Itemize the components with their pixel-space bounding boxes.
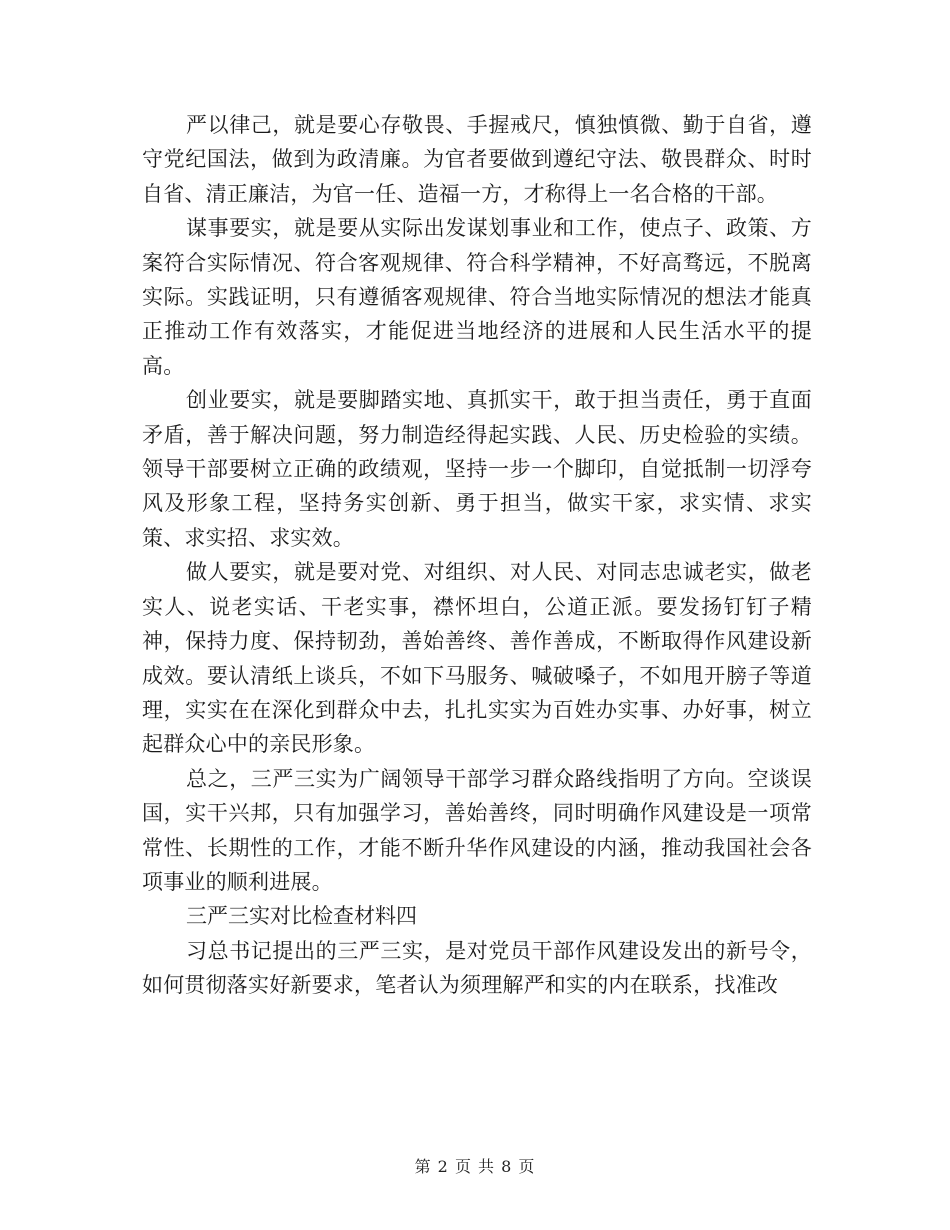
page-footer: 第 2 页 共 8 页 (414, 1157, 536, 1176)
paragraph-practical-planning: 谋事要实，就是要从实际出发谋划事业和工作，使点子、政策、方案符合实际情况、符合客观规律、符合科学精神，不好高骛远，不脱离实际。实践证明，只有遵循客观规律、符合当地实际情况的想法才能真正推动工作有效落实，才能促进当地经济的进展和人民生活水平的提高。 (142, 216, 812, 378)
paragraph-strict-self-discipline: 严以律己，就是要心存敬畏、手握戒尺，慎独慎微、勤于自省，遵守党纪国法，做到为政清廉。为官者要做到遵纪守法、敬畏群众、时时自省、清正廉洁，为官一任、造福一方，才称得上一名合格的干部。 (142, 113, 812, 206)
paragraph-closing: 习总书记提出的三严三实，是对党员干部作风建设发出的新号令，如何贯彻落实好新要求，笔者认为须理解严和实的内在联系，找准改 (142, 938, 812, 998)
paragraph-practical-conduct: 做人要实，就是要对党、对组织、对人民、对同志忠诚老实，做老实人、说老实话、干老实事，襟怀坦白，公道正派。要发扬钉钉子精神，保持力度、保持韧劲，善始善终、善作善成，不断取得作风建设新成效。要认清纸上谈兵，不如下马服务、喊破嗓子，不如甩开膀子等道理，实实在在深化到群众中去，扎扎实实为百姓办实事、办好事，树立起群众心中的亲民形象。 (142, 560, 812, 757)
paragraph-conclusion: 总之，三严三实为广阔领导干部学习群众路线指明了方向。空谈误国，实干兴邦，只有加强学习，善始善终，同时明确作风建设是一项常常性、长期性的工作，才能不断升华作风建设的内涵，推动我国社会各项事业的顺利进展。 (142, 766, 812, 894)
paragraph-practical-entrepreneurship: 创业要实，就是要脚踏实地、真抓实干，敢于担当责任，勇于直面矛盾，善于解决问题，努力制造经得起实践、人民、历史检验的实绩。领导干部要树立正确的政绩观，坚持一步一个脚印，自觉抵制一切浮夸风及形象工程，坚持务实创新、勇于担当，做实干家，求实情、求实策、求实招、求实效。 (142, 388, 812, 550)
document-body (142, 108, 812, 1003)
section-heading: 三严三实对比检查材料四 (186, 904, 417, 929)
